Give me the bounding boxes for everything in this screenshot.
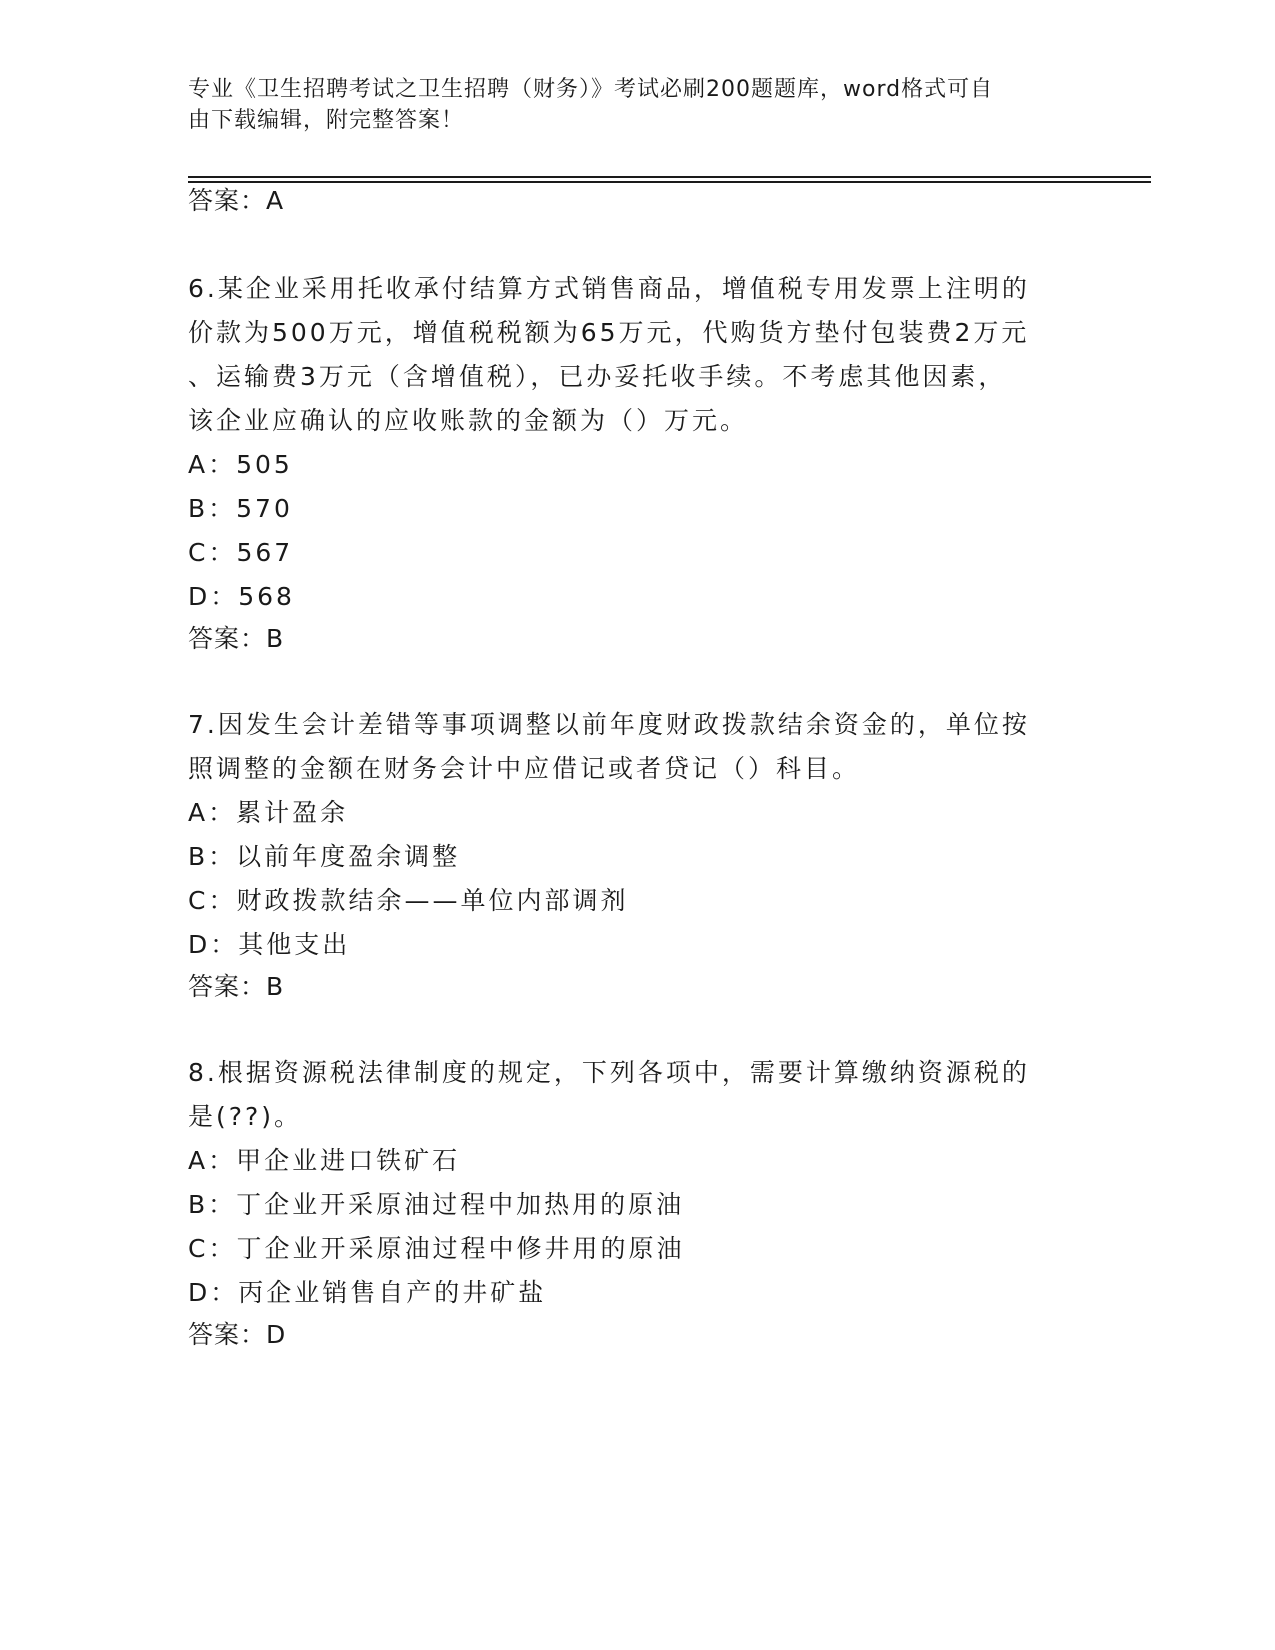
question-7-option-b: B：以前年度盈余调整 (188, 842, 461, 871)
question-8-line-1: 8.根据资源税法律制度的规定，下列各项中，需要计算缴纳资源税的 (188, 1058, 1030, 1087)
previous-answer: 答案：A (188, 186, 285, 215)
question-7-line-2: 照调整的金额在财务会计中应借记或者贷记（）科目。 (188, 754, 861, 783)
question-8-option-a: A：甲企业进口铁矿石 (188, 1146, 461, 1175)
question-7-option-c: C：财政拨款结余——单位内部调剂 (188, 886, 629, 915)
header-line-2: 由下载编辑，附完整答案！ (188, 108, 465, 133)
question-8-option-d: D：丙企业销售自产的井矿盐 (188, 1278, 547, 1307)
question-6-line-4: 该企业应确认的应收账款的金额为（）万元。 (188, 406, 749, 435)
header-line-1: 专业《卫生招聘考试之卫生招聘（财务）》考试必刷200题题库，word格式可自 (188, 77, 994, 102)
document-header (188, 74, 1068, 136)
question-7-answer: 答案：B (188, 972, 285, 1001)
header-divider-top (188, 176, 1151, 178)
question-8-option-b: B：丁企业开采原油过程中加热用的原油 (188, 1190, 685, 1219)
question-6-answer: 答案：B (188, 624, 285, 653)
question-6-option-c: C：567 (188, 538, 294, 567)
question-6-line-1: 6.某企业采用托收承付结算方式销售商品，增值税专用发票上注明的 (188, 274, 1030, 303)
header-divider-bottom (188, 181, 1151, 183)
question-7-line-1: 7.因发生会计差错等事项调整以前年度财政拨款结余资金的，单位按 (188, 710, 1030, 739)
question-8-answer: 答案：D (188, 1320, 287, 1349)
question-6-option-a: A：505 (188, 450, 293, 479)
question-8-option-c: C：丁企业开采原油过程中修井用的原油 (188, 1234, 685, 1263)
question-6-line-3: 、运输费3万元（含增值税），已办妥托收手续。不考虑其他因素， (188, 362, 1007, 391)
question-7-option-d: D：其他支出 (188, 930, 351, 959)
question-6-line-2: 价款为500万元，增值税税额为65万元，代购货方垫付包装费2万元 (188, 318, 1030, 347)
question-8-line-2: 是(??)。 (188, 1102, 303, 1131)
question-6-option-d: D：568 (188, 582, 295, 611)
question-7-option-a: A：累计盈余 (188, 798, 349, 827)
question-6-option-b: B：570 (188, 494, 293, 523)
